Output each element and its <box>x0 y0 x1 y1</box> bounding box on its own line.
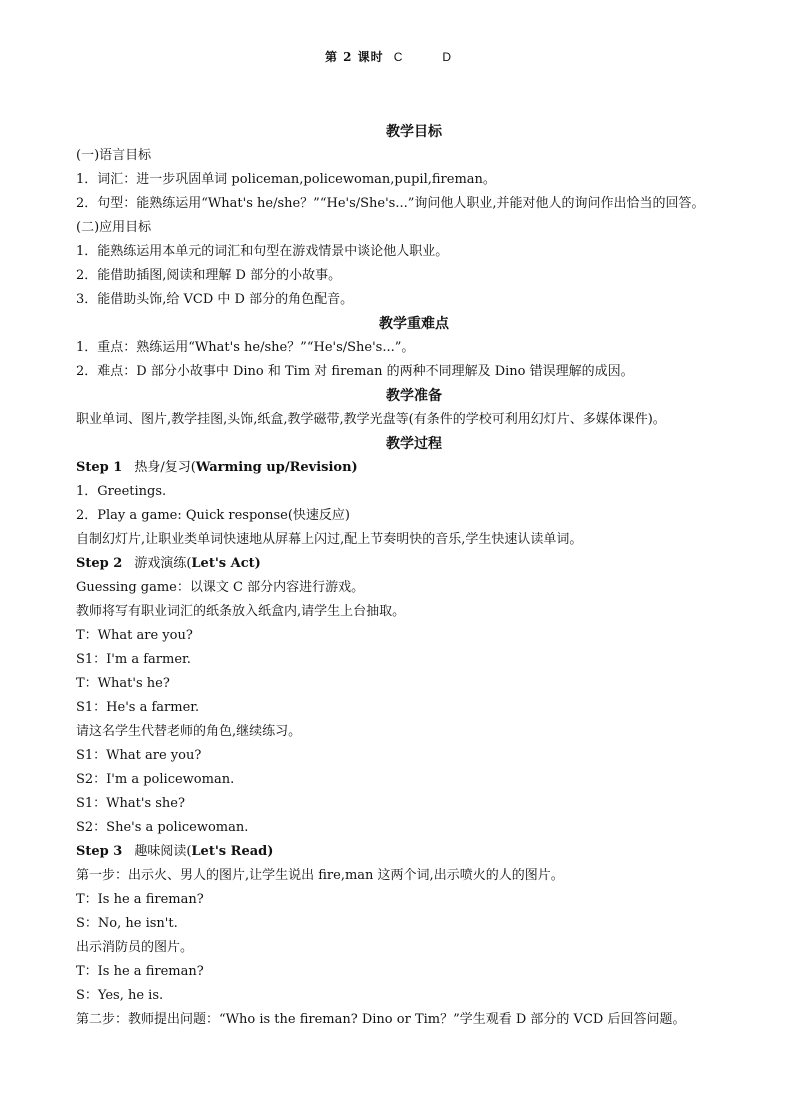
lesson-parts: C D <box>393 50 466 64</box>
step-2-line-5: T：What's he? <box>76 676 170 691</box>
step-3-label: Step 3 <box>76 844 123 859</box>
step-3-line-2: T：Is he a fireman? <box>76 892 204 907</box>
step-3-line-7: 第二步：教师提出问题：“Who is the fireman? Dino or Tim？”学生观看 D 部分的 VCD 后回答问题。 <box>76 1012 686 1027</box>
step-1-close: ) <box>351 460 358 475</box>
step-2-en: Let's Act <box>191 556 255 571</box>
step-3-title <box>76 840 752 864</box>
step-3-en: Let's Read <box>191 844 268 859</box>
step-3-line-1: 第一步：出示火、男人的图片,让学生说出 fire,man 这两个词,出示喷火的人的图片。 <box>76 868 564 883</box>
step-2-close: ) <box>254 556 261 571</box>
document-body <box>76 120 752 1032</box>
lang-goal-1: 1．词汇：进一步巩固单词 policeman,policewoman,pupil,fireman。 <box>76 172 496 187</box>
heading-key-points: 教学重难点 <box>379 316 449 332</box>
step-1-item-2: 2．Play a game: Quick response(快速反应) <box>76 508 350 523</box>
step-3-line-6: S：Yes, he is. <box>76 988 164 1003</box>
lang-goal-2: 2．句型：能熟练运用“What's he/she？”“He's/She's...”询问他人职业,并能对他人的询问作出恰当的回答。 <box>76 196 705 211</box>
step-1-title <box>76 456 752 480</box>
step-2-label: Step 2 <box>76 556 123 571</box>
step-2-line-8: S1：What are you? <box>76 748 202 763</box>
preparation-text: 职业单词、图片,教学挂图,头饰,纸盒,教学磁带,教学光盘等(有条件的学校可利用幻灯片、多媒体课件)。 <box>76 412 666 427</box>
step-2-line-10: S1：What's she? <box>76 796 185 811</box>
lang-goal-title: (一)语言目标 <box>76 148 152 163</box>
step-2-line-9: S2：I'm a policewoman. <box>76 772 235 787</box>
step-3-line-4: 出示消防员的图片。 <box>76 940 194 955</box>
heading-process: 教学过程 <box>386 436 442 452</box>
step-1-item-3: 自制幻灯片,让职业类单词快速地从屏幕上闪过,配上节奏明快的音乐,学生快速认读单词。 <box>76 532 583 547</box>
key-point-1: 1．重点：熟练运用“What's he/she？”“He's/She's...”。 <box>76 340 415 355</box>
lesson-label: 第 2 课时 <box>324 50 384 64</box>
step-2-line-3: T：What are you? <box>76 628 193 643</box>
step-3-close: ) <box>267 844 274 859</box>
step-2-line-11: S2：She's a policewoman. <box>76 820 249 835</box>
step-2-line-6: S1：He's a farmer. <box>76 700 200 715</box>
step-2-line-1: Guessing game：以课文 C 部分内容进行游戏。 <box>76 580 365 595</box>
step-1-cn: 热身/复习( <box>134 460 196 475</box>
step-2-line-7: 请这名学生代替老师的角色,继续练习。 <box>76 724 302 739</box>
app-goal-2: 2．能借助插图,阅读和理解 D 部分的小故事。 <box>76 268 342 283</box>
step-2-title <box>76 552 752 576</box>
step-3-line-5: T：Is he a fireman? <box>76 964 204 979</box>
step-2-cn: 游戏演练( <box>134 556 192 571</box>
step-3-line-3: S：No, he isn't. <box>76 916 178 931</box>
app-goal-title: (二)应用目标 <box>76 220 152 235</box>
step-2-line-4: S1：I'm a farmer. <box>76 652 191 667</box>
step-1-item-1: 1．Greetings. <box>76 484 167 499</box>
step-1-en: Warming up/Revision <box>195 460 352 475</box>
heading-preparation: 教学准备 <box>386 388 442 404</box>
key-point-2: 2．难点：D 部分小故事中 Dino 和 Tim 对 fireman 的两种不同理解及 Dino 错误理解的成因。 <box>76 364 634 379</box>
step-2-line-2: 教师将写有职业词汇的纸条放入纸盒内,请学生上台抽取。 <box>76 604 406 619</box>
app-goal-3: 3．能借助头饰,给 VCD 中 D 部分的角色配音。 <box>76 292 354 307</box>
heading-goals: 教学目标 <box>386 124 442 140</box>
app-goal-1: 1．能熟练运用本单元的词汇和句型在游戏情景中谈论他人职业。 <box>76 244 449 259</box>
page-header <box>0 48 790 65</box>
step-1-label: Step 1 <box>76 460 123 475</box>
step-3-cn: 趣味阅读( <box>134 844 192 859</box>
